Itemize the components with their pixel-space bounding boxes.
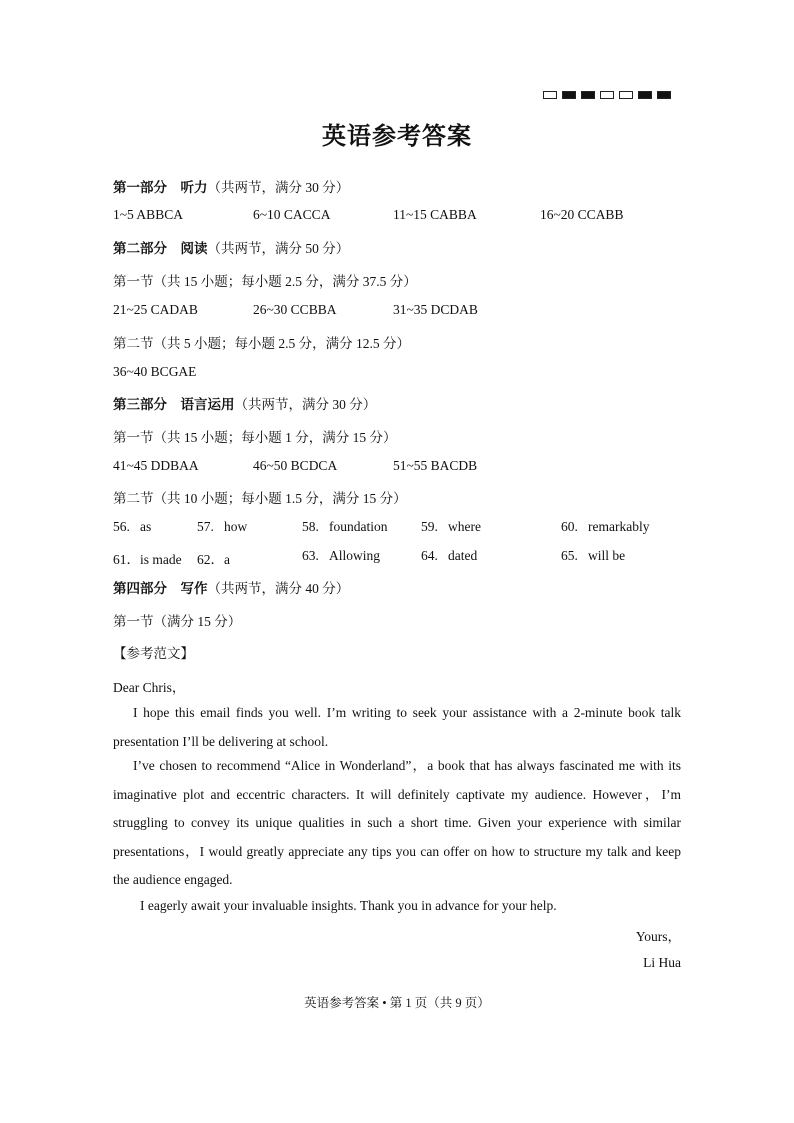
part2-heading: 第二部分 阅读 (113, 241, 208, 256)
mark-box (619, 91, 633, 99)
answer-group: 6~10 CACCA (253, 207, 331, 222)
question-number: 58. (302, 519, 319, 534)
answer-group: 41~45 DDBAA (113, 458, 199, 473)
answer-text: a (224, 552, 230, 567)
letter-greeting: Dear Chris， (113, 680, 186, 695)
blank-answer (561, 519, 649, 535)
letter-paragraph: I’ve chosen to recommend “Alice in Wonderland”，a book that has always fascinated me with its imaginative plot and eccentric characters. It will definitely captivate my audience. However，I’m struggling to convey its unique qualities in such a short time. Given your experience with similar presentations，I would greatly appreciate any tips you can offer on how to structure my talk and keep the audience engaged. (113, 758, 681, 887)
sample-label: 【参考范文】 (113, 646, 194, 661)
part1-heading-line (113, 176, 349, 196)
letter-paragraph: I hope this email finds you well. I’m writing to seek your assistance with a 2-minute book talk presentation I’ll be delivering at school. (113, 705, 681, 749)
section-heading: 第二节（共 5 小题；每小题 2.5 分，满分 12.5 分） (113, 336, 410, 351)
part2-heading-line (113, 237, 349, 257)
question-number: 61． (113, 552, 140, 567)
answer-text: where (448, 519, 481, 534)
answer-text: how (224, 519, 248, 534)
letter-paragraph: I eagerly await your invaluable insights. Thank you in advance for your help. (140, 898, 557, 913)
mark-box (562, 91, 576, 99)
blank-answer (113, 548, 182, 568)
part4-heading-line (113, 577, 349, 597)
blank-answer (197, 548, 230, 568)
blank-answer (421, 519, 481, 535)
blank-answer (421, 548, 477, 564)
answer-group: 51~55 BACDB (393, 458, 478, 473)
section-heading: 第一节（满分 15 分） (113, 614, 242, 629)
question-number: 64. (421, 548, 438, 563)
answer-group: 46~50 BCDCA (253, 458, 338, 473)
answer-text: foundation (329, 519, 388, 534)
answer-group: 1~5 ABBCA (113, 207, 183, 222)
question-number: 62． (197, 552, 224, 567)
part1-note: （共两节，满分 30 分） (207, 180, 350, 195)
mark-box (543, 91, 557, 99)
part3-heading: 第三部分 语言运用 (113, 397, 235, 412)
mark-box (638, 91, 652, 99)
part1-heading: 第一部分 听力 (113, 180, 208, 195)
answer-text: is made (140, 552, 182, 567)
part3-heading-line (113, 393, 376, 413)
answer-text: will be (588, 548, 626, 563)
part4-heading: 第四部分 写作 (113, 581, 208, 596)
answer-text: Allowing (329, 548, 381, 563)
letter-signature: Li Hua (643, 955, 681, 970)
question-number: 65. (561, 548, 578, 563)
section-heading: 第一节（共 15 小题；每小题 2.5 分，满分 37.5 分） (113, 274, 417, 289)
answer-group: 11~15 CABBA (393, 207, 477, 222)
blank-answer (302, 548, 380, 564)
mark-box (581, 91, 595, 99)
question-number: 63. (302, 548, 319, 563)
answer-text: remarkably (588, 519, 650, 534)
question-number: 56. (113, 519, 130, 534)
question-number: 60. (561, 519, 578, 534)
header-marks (543, 91, 671, 99)
mark-box (600, 91, 614, 99)
answer-group: 16~20 CCABB (540, 207, 624, 222)
answer-group: 31~35 DCDAB (393, 302, 478, 317)
page-footer: 英语参考答案 • 第 1 页（共 9 页） (304, 996, 490, 1010)
answer-text: as (140, 519, 152, 534)
blank-answer (113, 519, 151, 535)
blank-answer (561, 548, 625, 564)
answer-group: 36~40 BCGAE (113, 364, 197, 379)
answer-group: 26~30 CCBBA (253, 302, 337, 317)
question-number: 59. (421, 519, 438, 534)
part2-note: （共两节，满分 50 分） (207, 241, 350, 256)
section-heading: 第一节（共 15 小题；每小题 1 分，满分 15 分） (113, 430, 397, 445)
answer-text: dated (448, 548, 478, 563)
letter-closing: Yours， (635, 929, 681, 944)
part3-note: （共两节，满分 30 分） (234, 397, 377, 412)
section-heading: 第二节（共 10 小题；每小题 1.5 分，满分 15 分） (113, 491, 407, 506)
answer-group: 21~25 CADAB (113, 302, 198, 317)
blank-answer (302, 519, 388, 535)
blank-answer (197, 519, 247, 535)
part4-note: （共两节，满分 40 分） (207, 581, 350, 596)
question-number: 57. (197, 519, 214, 534)
mark-box (657, 91, 671, 99)
page-title: 英语参考答案 (322, 124, 472, 150)
